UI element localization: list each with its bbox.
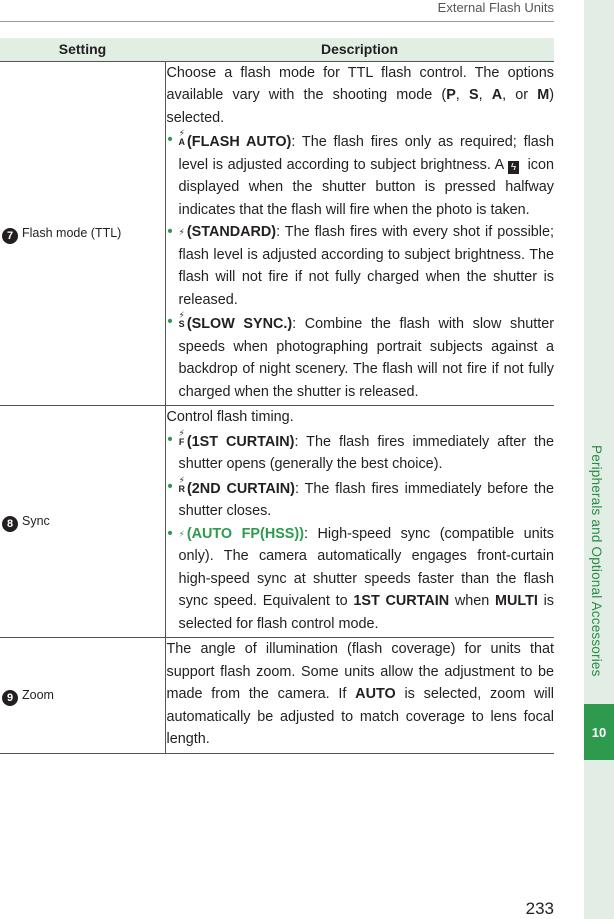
flash-front-curtain-icon: ⚡ F: [178, 427, 185, 447]
table-row: [0, 61, 554, 406]
list-item: • ⚡ A (FLASH AUTO): The flash fires only as required; flash level is adjusted according to subject brightness. A ϟ icon displayed when the shutter button is pressed halfway indicates that the flash will fire when the photo is taken.: [167, 128, 555, 218]
description-intro: Control flash timing.: [166, 409, 294, 425]
column-header-setting: Setting: [0, 38, 165, 61]
flash-rear-curtain-icon: ⚡ R: [178, 474, 185, 494]
list-item: • ⚡ F (1ST CURTAIN): The flash fires immediately after the shutter opens (generally the best choice).: [167, 427, 554, 472]
list-item: • ⚡ (AUTO FP(HSS)): High-speed sync (compatible units only). The camera automatically engages front-curtain high-speed sync at shutter speeds faster than the flash sync speed. Equivalent to 1ST CURTAIN when MULTI is selected for flash control mode.: [167, 525, 554, 632]
item-number-badge: 9: [2, 690, 18, 706]
flash-ttl-icon: ⚡: [178, 227, 185, 237]
header-rule: [0, 21, 554, 22]
chapter-title: Peripherals and Optional Accessories: [589, 445, 604, 677]
chapter-number: 10: [584, 704, 614, 760]
list-item: • ⚡ (STANDARD): The flash fires with every shot if possible; flash level is adjusted according to subject brightness. The flash will not fire if not fully charged when the shutter is released.: [167, 224, 554, 308]
table-row: [0, 406, 554, 638]
item-number-badge: 8: [2, 516, 18, 532]
table-row: [0, 638, 554, 754]
flash-high-speed-sync-icon: ⚡: [178, 528, 185, 539]
item-number-badge: 7: [2, 228, 18, 244]
chapter-side-tab: [584, 0, 614, 919]
settings-table: [0, 38, 554, 754]
flash-ready-icon: ϟ: [508, 161, 519, 174]
list-item: • ⚡ R (2ND CURTAIN): The flash fires immediately before the shutter closes.: [167, 474, 554, 519]
flash-slow-sync-icon: ⚡ S: [178, 310, 185, 329]
running-header: External Flash Units: [437, 0, 554, 15]
setting-label: Sync: [22, 514, 50, 529]
setting-cell: [0, 406, 165, 638]
setting-cell: [0, 61, 165, 406]
flash-ttl-auto-icon: ⚡ A: [178, 128, 185, 147]
setting-label: Flash mode (TTL): [22, 226, 122, 240]
description-cell: [165, 638, 554, 754]
column-header-description: Description: [165, 38, 554, 61]
list-item: • ⚡ S (SLOW SYNC.): Combine the flash with slow shutter speeds when photographing portrait subjects against a backdrop of night scenery. The flash will not fire if not fully charged when the shutter is released.: [167, 310, 554, 400]
setting-cell: [0, 638, 165, 754]
table-header-row: [0, 38, 554, 61]
setting-label: Zoom: [22, 688, 54, 702]
description-cell: [165, 61, 554, 406]
page-number: 233: [525, 899, 554, 918]
description-intro: The angle of illumination (flash coverage) for units that support flash zoom. Some units allow the adjustment to be made from the camera. If AUTO is selected, zoom will automatically be adjusted to match coverage to lens focal length.: [166, 641, 554, 747]
description-cell: [165, 406, 554, 638]
description-intro: Choose a flash mode for TTL flash control. The options available vary with the shooting mode (P, S, A, or M) selected.: [166, 64, 555, 126]
